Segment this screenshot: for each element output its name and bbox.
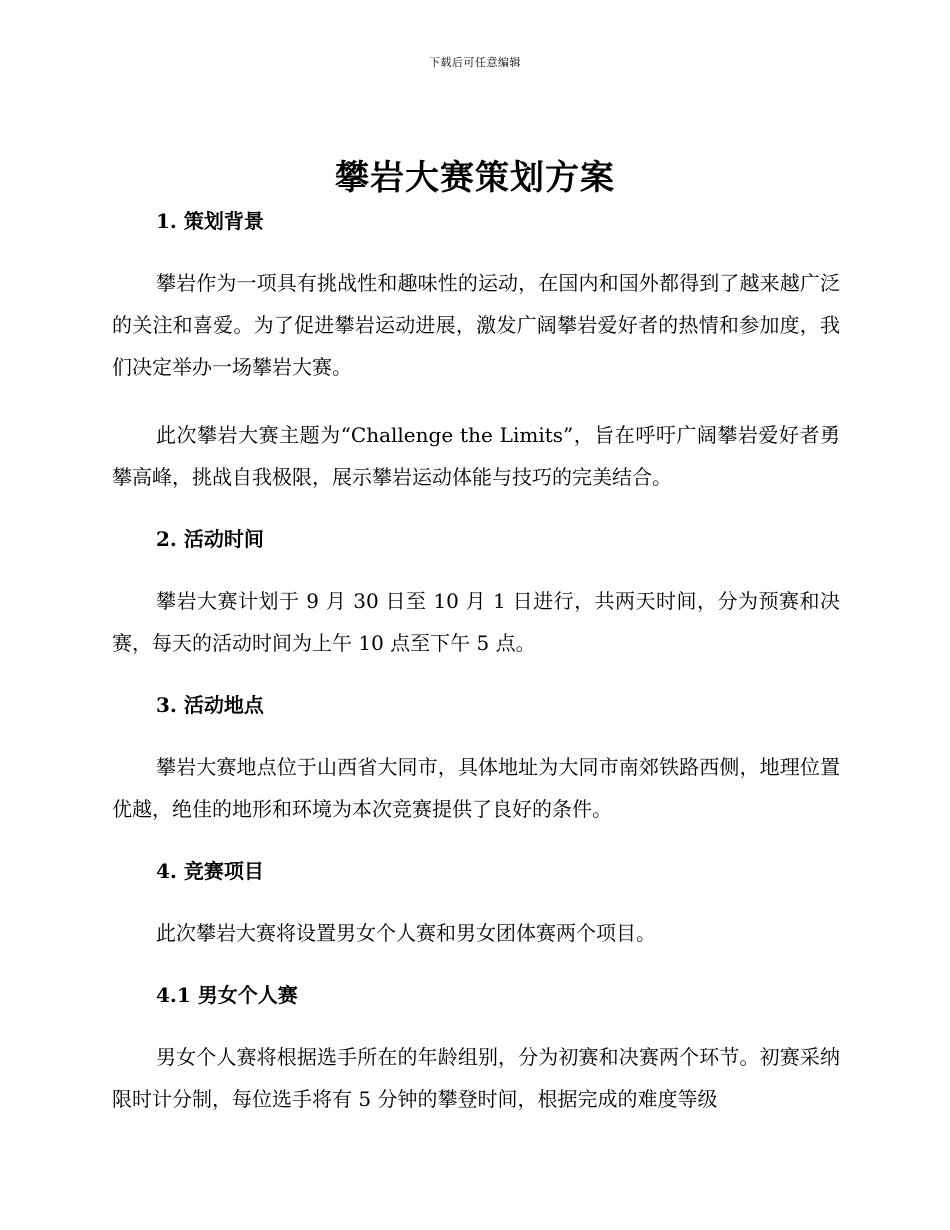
document-body <box>112 206 840 1120</box>
section-heading-background: 1. 策划背景 <box>156 209 264 233</box>
section-heading-events: 4. 竞赛项目 <box>156 859 264 883</box>
paragraph-events: 此次攀岩大赛将设置男女个人赛和男女团体赛两个项目。 <box>156 921 656 945</box>
section-heading-time: 2. 活动时间 <box>156 527 264 551</box>
paragraph-location: 攀岩大赛地点位于山西省大同市，具体地址为大同市南郊铁路西侧，地理位置优越，绝佳的地形和环境为本次竞赛提供了良好的条件。 <box>112 755 840 821</box>
subsection-heading-individual: 4.1 男女个人赛 <box>156 983 298 1007</box>
paragraph-individual: 男女个人赛将根据选手所在的年龄组别，分为初赛和决赛两个环节。初赛采纳限时计分制，每位选手将有 5 分钟的攀登时间，根据完成的难度等级 <box>112 1045 840 1111</box>
document-title: 攀岩大赛策划方案 <box>335 158 615 198</box>
section-heading-location: 3. 活动地点 <box>156 693 264 717</box>
paragraph-background-2: 此次攀岩大赛主题为“Challenge the Limits”，旨在呼吁广阔攀岩爱好者勇攀高峰，挑战自我极限，展示攀岩运动体能与技巧的完美结合。 <box>112 423 840 489</box>
paragraph-background-1: 攀岩作为一项具有挑战性和趣味性的运动，在国内和国外都得到了越来越广泛的关注和喜爱。为了促进攀岩运动进展，激发广阔攀岩爱好者的热情和参加度，我们决定举办一场攀岩大赛。 <box>112 271 840 379</box>
page-header: 下载后可任意编辑 <box>429 56 521 69</box>
paragraph-time: 攀岩大赛计划于 9 月 30 日至 10 月 1 日进行，共两天时间，分为预赛和决赛，每天的活动时间为上午 10 点至下午 5 点。 <box>112 589 840 655</box>
